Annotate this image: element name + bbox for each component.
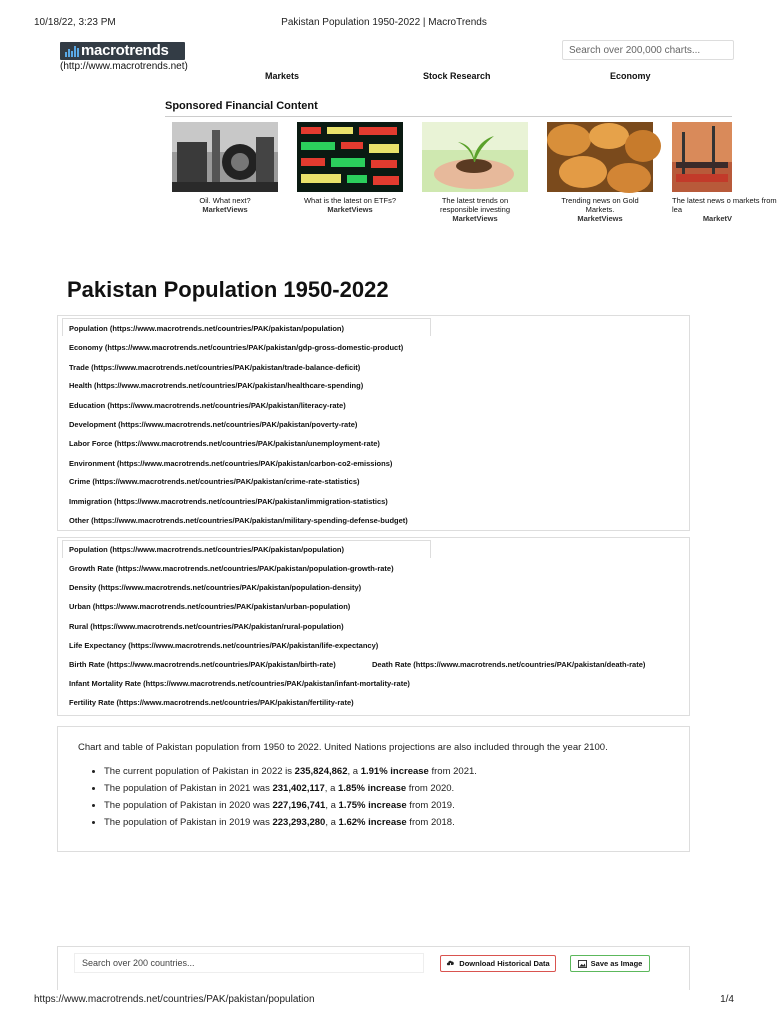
save-image-label: Save as Image (590, 959, 643, 968)
list-item: • The population of Pakistan in 2021 was 231,402,117, a 1.85% increase from 2020. (104, 783, 477, 800)
link-population[interactable]: Population (https://www.macrotrends.net/countries/PAK/pakistan/population) (69, 324, 345, 333)
link-economy[interactable]: Economy (https://www.macrotrends.net/countries/PAK/pakistan/gdp-gross-domestic-product) (69, 343, 404, 352)
summary-intro: Chart and table of Pakistan population from 1950 to 2022. United Nations projections are also included through the year 2100. (78, 742, 608, 753)
sponsored-ad-oil[interactable] (172, 122, 278, 214)
print-footer (0, 994, 768, 1008)
ad-source: MarketViews (327, 205, 373, 214)
logo-url[interactable]: (http://www.macrotrends.net) (60, 61, 188, 72)
chart-toolbar (57, 946, 690, 990)
nav-stock-research[interactable]: Stock Research (423, 71, 491, 81)
list-item: • The population of Pakistan in 2019 was 223,293,280, a 1.62% increase from 2018. (104, 817, 477, 834)
ad-source: MarketViews (202, 205, 248, 214)
chart-search-input[interactable] (562, 40, 734, 60)
link-crime[interactable]: Crime (https://www.macrotrends.net/countries/PAK/pakistan/crime-rate-statistics) (69, 477, 360, 486)
link-fertility-rate[interactable]: Fertility Rate (https://www.macrotrends.net/countries/PAK/pakistan/fertility-rate) (69, 698, 354, 707)
link-birth-rate[interactable]: Birth Rate (https://www.macrotrends.net/countries/PAK/pakistan/birth-rate) (69, 660, 336, 669)
ad-source: MarketViews (452, 214, 498, 223)
ad-image-gold[interactable] (547, 122, 653, 192)
summary-list (104, 766, 477, 834)
print-page-number: 1/4 (720, 994, 734, 1005)
population-links-box (57, 537, 690, 716)
link-development[interactable]: Development (https://www.macrotrends.net/countries/PAK/pakistan/poverty-rate) (69, 420, 358, 429)
link-trade[interactable]: Trade (https://www.macrotrends.net/countries/PAK/pakistan/trade-balance-deficit) (69, 363, 361, 372)
print-timestamp: 10/18/22, 3:23 PM (34, 17, 116, 28)
ad-caption[interactable]: What is the latest on ETFs? (303, 196, 397, 205)
ad-image-etfs[interactable] (297, 122, 403, 192)
link-life-expectancy[interactable]: Life Expectancy (https://www.macrotrends.net/countries/PAK/pakistan/life-expectancy) (69, 641, 379, 650)
macrotrends-logo[interactable] (60, 42, 185, 60)
divider (165, 116, 732, 117)
ad-caption[interactable]: Trending news on Gold Markets. (561, 196, 639, 214)
page-title: Pakistan Population 1950-2022 (67, 277, 389, 302)
print-header (0, 17, 768, 31)
sponsored-title: Sponsored Financial Content (165, 100, 318, 112)
ad-source: MarketV (702, 214, 732, 223)
link-density[interactable]: Density (https://www.macrotrends.net/countries/PAK/pakistan/population-density) (69, 583, 362, 592)
nav-economy[interactable]: Economy (610, 71, 651, 81)
link-health[interactable]: Health (https://www.macrotrends.net/countries/PAK/pakistan/healthcare-spending) (69, 381, 364, 390)
ad-caption[interactable]: The latest trends on responsible investing (439, 196, 511, 214)
ad-caption[interactable]: Oil. What next? (199, 196, 251, 205)
country-search-input[interactable] (74, 953, 424, 973)
link-education[interactable]: Education (https://www.macrotrends.net/countries/PAK/pakistan/literacy-rate) (69, 401, 346, 410)
ad-image-rig[interactable] (672, 122, 732, 192)
ad-image-oil[interactable] (172, 122, 278, 192)
link-death-rate[interactable]: Death Rate (https://www.macrotrends.net/countries/PAK/pakistan/death-rate) (372, 660, 646, 669)
logo-bars-icon (65, 45, 79, 57)
sponsored-ad-etfs[interactable] (297, 122, 403, 214)
print-footer-url: https://www.macrotrends.net/countries/PAK/pakistan/population (34, 994, 315, 1005)
link-environment[interactable]: Environment (https://www.macrotrends.net/countries/PAK/pakistan/carbon-co2-emissions) (69, 459, 393, 468)
link-growth-rate[interactable]: Growth Rate (https://www.macrotrends.net/countries/PAK/pakistan/population-growth-rate) (69, 564, 394, 573)
sponsored-ad-gold[interactable] (547, 122, 653, 223)
link-infant-mortality[interactable]: Infant Mortality Rate (https://www.macrotrends.net/countries/PAK/pakistan/infant-mortality-rate) (69, 679, 410, 688)
list-item: • The current population of Pakistan in 2022 is 235,824,862, a 1.91% increase from 2021. (104, 766, 477, 783)
category-links-box (57, 315, 690, 531)
link-population[interactable]: Population (https://www.macrotrends.net/countries/PAK/pakistan/population) (69, 545, 345, 554)
download-historical-data-button[interactable] (440, 955, 556, 972)
logo-text: macrotrends (81, 42, 169, 59)
summary-box (57, 726, 690, 852)
download-label: Download Historical Data (459, 959, 550, 968)
image-icon (578, 960, 587, 968)
link-urban[interactable]: Urban (https://www.macrotrends.net/countries/PAK/pakistan/urban-population) (69, 602, 351, 611)
ad-caption[interactable]: The latest news o markets from lea (672, 196, 777, 214)
nav-markets[interactable]: Markets (265, 71, 300, 81)
link-rural[interactable]: Rural (https://www.macrotrends.net/countries/PAK/pakistan/rural-population) (69, 622, 344, 631)
sponsored-ad-markets[interactable] (672, 122, 777, 223)
print-page-title: Pakistan Population 1950-2022 | MacroTrends (281, 17, 487, 28)
list-item: • The population of Pakistan in 2020 was 227,196,741, a 1.75% increase from 2019. (104, 800, 477, 817)
ad-image-plant[interactable] (422, 122, 528, 192)
cloud-download-icon (446, 959, 455, 968)
save-as-image-button[interactable] (570, 955, 650, 972)
link-labor-force[interactable]: Labor Force (https://www.macrotrends.net/countries/PAK/pakistan/unemployment-rate) (69, 439, 380, 448)
ad-source: MarketViews (577, 214, 623, 223)
sponsored-ad-responsible-investing[interactable] (422, 122, 528, 223)
link-immigration[interactable]: Immigration (https://www.macrotrends.net/countries/PAK/pakistan/immigration-statistics) (69, 497, 388, 506)
link-other[interactable]: Other (https://www.macrotrends.net/countries/PAK/pakistan/military-spending-defense-budget) (69, 516, 408, 525)
